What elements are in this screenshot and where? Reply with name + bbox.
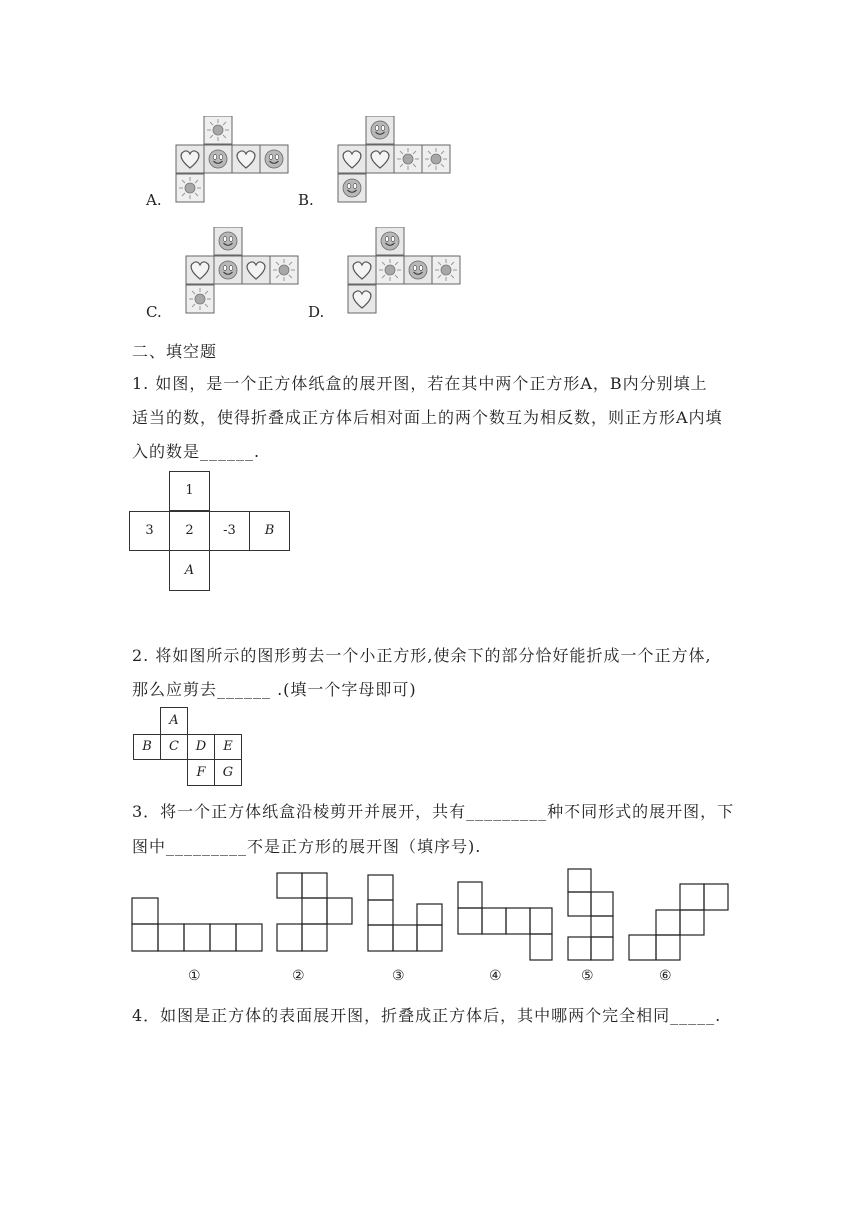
q3-nets: [120, 862, 740, 962]
sun-icon: [204, 116, 232, 144]
q2-cell-g: G: [214, 759, 242, 786]
heart-icon: [348, 256, 376, 284]
net-5: [568, 869, 613, 960]
net-6: [629, 884, 728, 960]
sun-icon: [176, 174, 204, 202]
q1-cell-center: 2: [169, 511, 210, 551]
smile-icon: [366, 116, 394, 144]
q1-cell-left: 3: [129, 511, 170, 551]
sun-icon: [376, 256, 404, 284]
q1-cell-right2: B: [249, 511, 290, 551]
smile-icon: [404, 256, 432, 284]
heart-icon: [348, 285, 376, 313]
net-3: [368, 875, 442, 951]
q2-line1: 2. 将如图所示的图形剪去一个小正方形,使余下的部分恰好能折成一个正方体,: [132, 646, 712, 665]
smile-icon: [260, 145, 288, 173]
heart-icon: [242, 256, 270, 284]
option-d-label[interactable]: D.: [308, 303, 325, 321]
option-c-label[interactable]: C.: [146, 303, 162, 321]
caption-2: ②: [292, 968, 305, 984]
caption-6: ⑥: [659, 968, 672, 984]
option-b-net: [336, 116, 454, 206]
caption-5: ⑤: [581, 968, 594, 984]
q2-cell-e: E: [214, 734, 242, 760]
q1-line2: 适当的数，使得折叠成正方体后相对面上的两个数互为相反数，则正方形A内填: [132, 408, 723, 427]
net-1: [132, 898, 262, 951]
sun-icon: [186, 285, 214, 313]
q2-cell-d: D: [187, 734, 215, 760]
heart-icon: [232, 145, 260, 173]
net-2: [277, 873, 352, 951]
smile-icon: [338, 174, 366, 202]
sun-icon: [270, 256, 298, 284]
option-a-net: [174, 116, 292, 206]
smile-icon: [214, 227, 242, 255]
smile-icon: [214, 256, 242, 284]
q1-line1: 1. 如图，是一个正方体纸盒的展开图，若在其中两个正方形A，B内分别填上: [132, 374, 708, 393]
q1-cell-right1: -3: [209, 511, 250, 551]
heart-icon: [186, 256, 214, 284]
q4-line1: 4．如图是正方体的表面展开图，折叠成正方体后，其中哪两个完全相同_____.: [132, 1006, 722, 1025]
smile-icon: [376, 227, 404, 255]
net-4: [458, 882, 552, 960]
q1-cell-top: 1: [169, 471, 210, 511]
caption-4: ④: [489, 968, 502, 984]
heart-icon: [176, 145, 204, 173]
q1-cell-bottom: A: [169, 550, 210, 591]
smile-icon: [204, 145, 232, 173]
option-c-net: [184, 227, 302, 317]
q2-cell-b: B: [133, 734, 161, 760]
q1-line3: 入的数是______.: [132, 442, 261, 461]
option-a-label[interactable]: A.: [146, 191, 162, 209]
sun-icon: [432, 256, 460, 284]
q2-line2: 那么应剪去______ .(填一个字母即可): [132, 680, 417, 699]
heart-icon: [366, 145, 394, 173]
heart-icon: [338, 145, 366, 173]
q2-cell-f: F: [187, 759, 215, 786]
option-d-net: [346, 227, 464, 317]
section-title: 二、填空题: [132, 342, 218, 361]
q2-cell-a: A: [160, 707, 188, 735]
caption-1: ①: [188, 968, 201, 984]
caption-3: ③: [392, 968, 405, 984]
sun-icon: [394, 145, 422, 173]
sun-icon: [422, 145, 450, 173]
q2-cell-c: C: [160, 734, 188, 760]
q3-line1: 3．将一个正方体纸盒沿棱剪开并展开，共有_________种不同形式的展开图，下: [132, 802, 735, 821]
q3-line2: 图中_________不是正方形的展开图（填序号).: [132, 837, 482, 856]
option-b-label[interactable]: B.: [298, 191, 314, 209]
